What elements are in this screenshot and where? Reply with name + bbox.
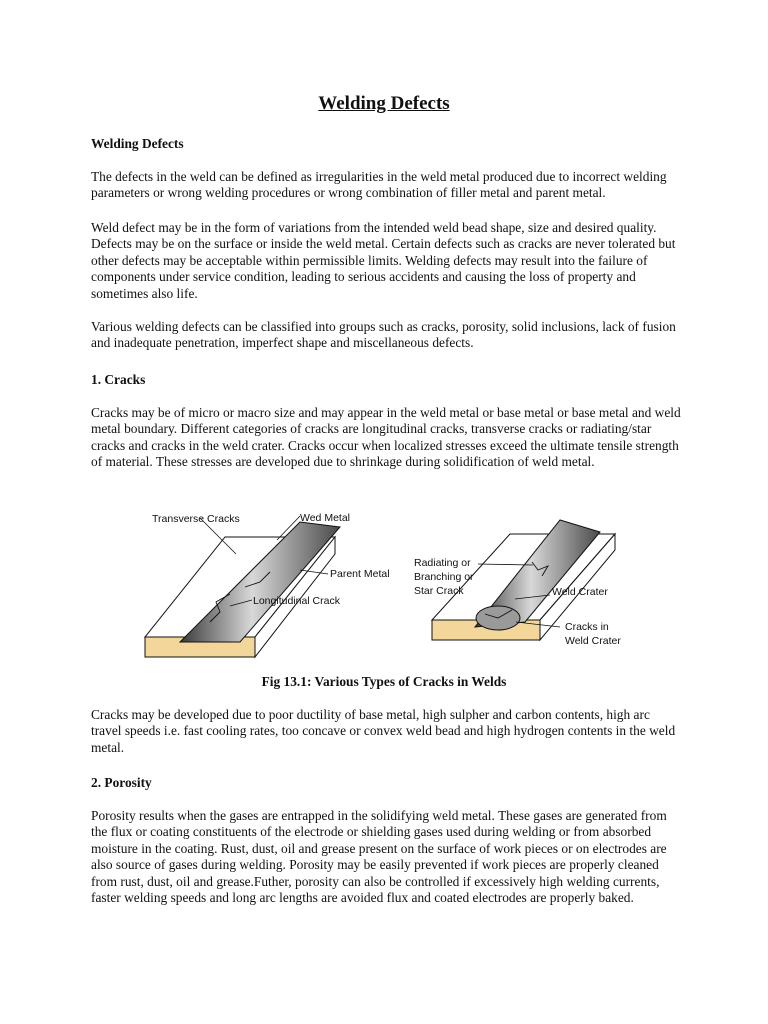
label-cracks-in-2: Weld Crater [565,635,621,647]
subheading: Welding Defects [91,136,184,151]
label-radiating-1: Radiating or [414,557,471,569]
porosity-paragraph-1: Porosity results when the gases are entrapped in the solidifying weld metal. These gases are generated from the flux or coating constituents of the electrode or shielding gases used during welding or from absorbed moisture in the coating. Rust, dust, oil and grease present on the surface of work pieces or on electrodes are also source of gases during welding. Porosity may be easily prevented if work pieces are properly cleaned from rust, dust, oil and grease.Futher, porosity can also be controlled if excessively high welding currents, faster welding speeds and long arc lengths are avoided flux and coated electrodes are properly baked. [91,808,667,906]
label-longitudinal-crack: Longitudinal Crack [253,595,340,607]
page-title: Welding Defects [318,93,450,114]
label-weld-crater: Weld Crater [552,586,608,598]
label-cracks-in-1: Cracks in [565,621,609,633]
cracks-paragraph-2: Cracks may be developed due to poor ductility of base metal, high sulpher and carbon contents, high arc travel speeds i.e. fast cooling rates, too concave or convex weld bead and high hydrogen contents in the weld metal. [91,707,676,755]
intro-paragraph-2: Weld defect may be in the form of variations from the intended weld bead shape, size and desired quality. Defects may be on the surface or inside the weld metal. Certain defects such as cracks are never tolerated but other defects may be acceptable within permissible limits. Welding defects may result into the failure of components under service condition, leading to serious accidents and causing the loss of property and sometimes also life. [91,220,676,301]
section-heading-cracks: 1. Cracks [91,372,146,387]
label-parent-metal: Parent Metal [330,568,390,580]
left-weld-diagram [145,516,400,657]
intro-paragraph-1: The defects in the weld can be defined as irregularities in the weld metal produced due to incorrect welding parameters or wrong welding procedures or wrong combination of filler metal and parent metal. [91,169,667,201]
intro-paragraph-3: Various welding defects can be classified into groups such as cracks, porosity, solid inclusions, lack of fusion and inadequate penetration, imperfect shape and miscellaneous defects. [91,319,676,351]
cracks-figure [140,502,630,662]
label-weld-metal: Wed Metal [300,512,350,524]
cracks-paragraph-1: Cracks may be of micro or macro size and may appear in the weld metal or base metal or base metal and weld metal boundary. Different categories of cracks are longitudinal cracks, transverse cracks or radiating/star cracks and cracks in the weld crater. Cracks occur when localized stresses exceed the ultimate tensile strength of material. These stresses are developed due to shrinkage during solidification of weld metal. [91,405,681,470]
label-transverse-cracks: Transverse Cracks [152,513,240,525]
figure-caption: Fig 13.1: Various Types of Cracks in Welds [261,674,507,689]
section-heading-porosity: 2. Porosity [91,775,152,790]
label-radiating-2: Branching or [414,571,474,583]
label-radiating-3: Star Crack [414,585,464,597]
